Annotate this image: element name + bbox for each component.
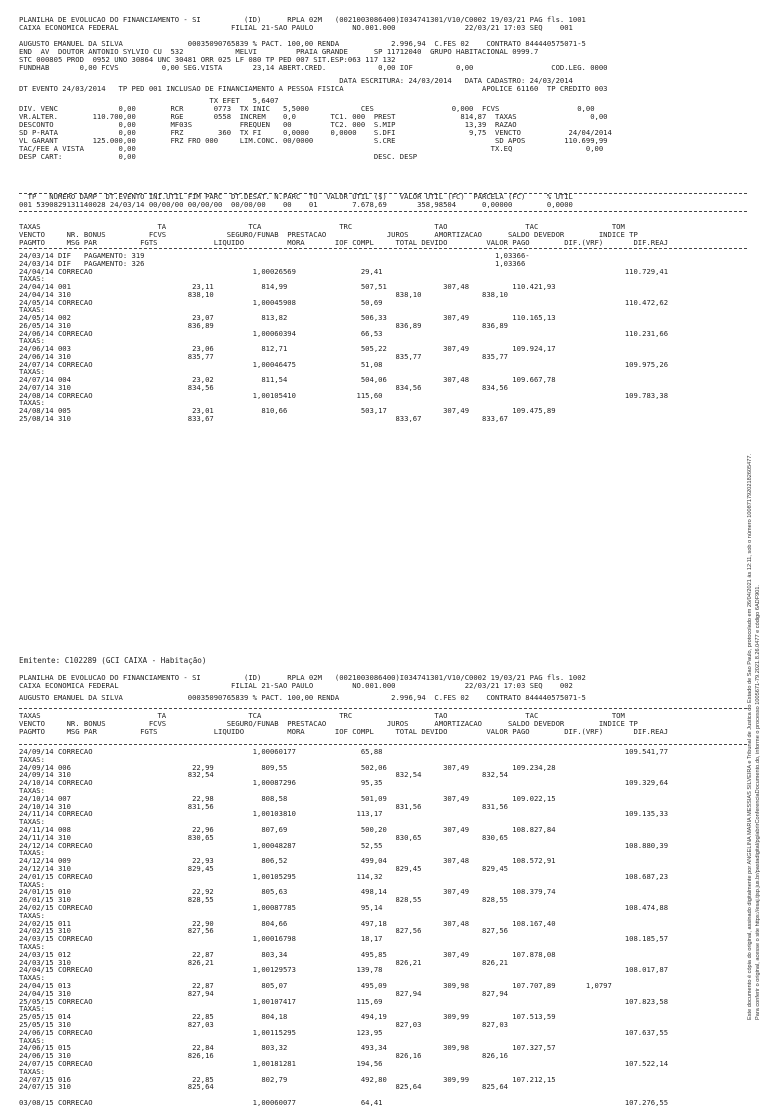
table-row: 24/06/14 CORRECAO 1,00060394 66,53 110.231,66 — [19, 328, 669, 338]
table-row: 24/03/15 CORRECAO 1,00016798 18,17 108.185,57 — [19, 934, 669, 944]
divider — [19, 193, 747, 194]
table-row: 24/06/15 310 826,16 826,16 826,16 — [19, 1051, 508, 1061]
table-row: 24/03/14 DIF PAGAMENTO: 326 1,03366 — [19, 258, 526, 268]
table-row: 24/08/14 CORRECAO 1,00105410 115,60 109.783,38 — [19, 390, 669, 400]
table-row: 26/01/15 310 828,55 828,55 828,55 — [19, 895, 508, 905]
table-row: 24/04/14 001 23,11 814,99 507,51 307,48 110.421,93 — [19, 282, 556, 291]
dates-line: DT EVENTO 24/03/2014 TP PED 001 INCLUSAO DE FINANCIAMENTO A PESSOA FISICA APOLICE 61160 TP CREDITO 003 — [19, 84, 608, 93]
value-line: VL GARANT 125.000,00 FRZ FRO 000 LIM.CONC. 00/0000 S.CRE SD APOS 110.699,99 — [19, 136, 608, 145]
header-line: PLANILHA DE EVOLUCAO DO FINANCIAMENTO - SI (ID) RPLA 02M (0021003086400)I034741301/V10/C0002 19/03/21 PAG fls. 1002 — [19, 673, 586, 682]
table-row: TAXAS: — [19, 336, 45, 346]
signature-watermark: Para conferir o original, acesse o site https://esaj.tjsp.jus.br/pastadigital/pg/abrirConferenciaDocumento.do, informe o processo 1005671-79.2021.8.26.0477 e código 6ADF901. — [755, 584, 761, 1020]
damp-line: 001 5390829131140028 24/03/14 00/00/00 00/00/00 00/00/00 00 01 7.678,69 358,98504 0,00000 0,0000 — [19, 200, 573, 209]
table-row: 24/11/14 310 830,65 830,65 830,65 — [19, 832, 508, 842]
table-row: TAXAS: — [19, 1004, 45, 1014]
table-row: 24/04/15 310 827,94 827,94 827,94 — [19, 988, 508, 998]
column-header-line: VENCTO NR. BONUS FCVS SEGURO/FUNAB PRESTACAO JUROS AMORTIZACAO SALDO DEVEDOR INDICE TP — [19, 230, 638, 239]
table-row: 24/04/14 310 838,10 838,10 838,10 — [19, 289, 508, 299]
table-row: TAXAS: — [19, 942, 45, 951]
table-row: 24/01/15 010 22,92 805,63 498,14 307,49 108.379,74 — [19, 887, 556, 897]
table-row: 24/03/14 DIF PAGAMENTO: 319 1,03366- — [19, 251, 530, 260]
table-row: 25/08/14 310 833,67 833,67 833,67 — [19, 413, 508, 423]
table-row: 24/07/15 CORRECAO 1,00181281 194,56 107.522,14 — [19, 1059, 669, 1068]
divider — [19, 248, 747, 249]
table-row: TAXAS: — [19, 367, 45, 377]
table-row: TAXAS: — [19, 398, 45, 408]
table-row: 24/09/14 310 832,54 832,54 832,54 — [19, 770, 508, 780]
table-row: 24/09/14 006 22,99 809,55 502,06 307,49 109.234,28 — [19, 762, 556, 772]
table-row: TAXAS: — [19, 910, 45, 920]
table-row: 24/03/15 012 22,87 803,34 495,85 307,49 107.878,08 — [19, 949, 556, 959]
table-row: TAXAS: — [19, 754, 45, 764]
table-row: 25/05/15 014 22,85 804,18 494,19 309,99 107.513,59 — [19, 1012, 556, 1022]
value-line: DIV. VENC 0,00 RCR 0773 TX INIC 5,5000 CES 0,000 FCVS 0,00 — [19, 104, 595, 113]
divider — [19, 744, 747, 745]
table-row: 24/11/14 008 22,96 807,69 500,20 307,49 108.827,84 — [19, 825, 556, 834]
table-row: 24/06/14 310 835,77 835,77 835,77 — [19, 351, 508, 361]
contract-line: END AV DOUTOR ANTONIO SYLVIO CU 532 MELVI PRAIA GRANDE SP 11712040 GRUPO HABITACIONAL 0999.7 — [19, 47, 539, 56]
column-header-line: PAGMTO MSG PAR FGTS LIQUIDO MORA IOF COMPL TOTAL DEVIDO VALOR PAGO DIF.(VRF) DIF.REAJ — [19, 238, 669, 247]
table-row: TAXAS: — [19, 305, 45, 315]
table-row: 25/05/15 CORRECAO 1,00107417 115,69 107.823,58 — [19, 996, 669, 1006]
value-line: DESCONTO 0,00 MF03S FREQUEN 00 TC2. 000 S.MIP 13,39 RAZAO — [19, 120, 517, 129]
header-line: CAIXA ECONOMICA FEDERAL FILIAL 21-SAO PAULO NO.001.000 22/03/21 17:03 SEQ 002 — [19, 681, 573, 690]
table-row: 24/07/14 310 834,56 834,56 834,56 — [19, 382, 508, 392]
divider — [19, 211, 747, 212]
table-row: 24/02/15 CORRECAO 1,00087785 95,14 108.474,88 — [19, 903, 669, 912]
divider — [19, 708, 747, 709]
table-row: 24/04/15 CORRECAO 1,00129573 139,78 108.017,87 — [19, 965, 669, 975]
value-line: TAC/FEE A VISTA 0,00 TX.EQ 0,00 — [19, 144, 604, 153]
contract-line: AUGUSTO EMANUEL DA SILVA 00035090765839 % PACT. 100,00 RENDA 2.996,94 C.FES 02 CONTRATO 844440575071-5 — [19, 39, 586, 48]
contract-line: AUGUSTO EMANUEL DA SILVA 00035090765839 % PACT. 100,00 RENDA 2.996,94 C.FES 02 CONTRATO 844440575071-5 — [19, 693, 586, 702]
table-row: 24/06/15 015 22,84 803,32 493,34 309,98 107.327,57 — [19, 1043, 556, 1053]
table-row: 24/12/14 009 22,93 806,52 499,04 307,48 108.572,91 — [19, 856, 556, 866]
table-row: 24/06/15 CORRECAO 1,00115295 123,95 107.637,55 — [19, 1027, 669, 1037]
table-row: 24/03/15 310 826,21 826,21 826,21 — [19, 957, 508, 967]
table-row: TAXAS: — [19, 1066, 45, 1076]
value-line: SD P-RATA 0,00 FRZ 360 TX FI 0,0000 0,0000 S.DFI 9,75 VENCTO 24/04/2014 — [19, 128, 612, 137]
table-row: 24/04/15 013 22,87 805,07 495,09 309,98 107.707,89 1,0797 — [19, 981, 612, 990]
table-row: TAXAS: — [19, 274, 45, 284]
table-row: 24/07/14 004 23,02 811,54 504,06 307,48 109.667,78 — [19, 375, 556, 384]
table-row: TAXAS: — [19, 817, 45, 827]
value-line: VR.ALTER. 110.700,00 RGE 0558 INCREM 0,0 TC1. 000 PREST 814,87 TAXAS 0,00 — [19, 112, 608, 121]
emitente-line: Emitente: C102289 (GCI CAIXA - Habitação) — [19, 656, 207, 665]
signature-watermark: Este documento é cópia do original, assinado digitalmente por ANGELINA MARIA MESSIAS SILVEIRA e Tribunal de Justica do Estado de Sao Paulo, protocolado em 26/04/2021 às 12:11, sob o número 10087179202182605477. — [747, 453, 753, 1020]
column-header-line: PAGMTO MSG PAR FGTS LIQUIDO MORA IOF COMPL TOTAL DEVIDO VALOR PAGO DIF.(VRF) DIF.REAJ — [19, 727, 669, 736]
column-header-line: TAXAS TA TCA TRC TAO TAC TOM — [19, 711, 625, 720]
column-header-line: VENCTO NR. BONUS FCVS SEGURO/FUNAB PRESTACAO JUROS AMORTIZACAO SALDO DEVEDOR INDICE TP — [19, 719, 638, 728]
table-row: 24/01/15 CORRECAO 1,00105295 114,32 108.687,23 — [19, 871, 669, 881]
value-line: DESP CART: 0,00 DESC. DESP — [19, 152, 418, 161]
table-row: TAXAS: — [19, 1035, 45, 1045]
table-row: 24/12/14 CORRECAO 1,00048287 52,55 108.880,39 — [19, 840, 669, 850]
table-row: 24/10/14 007 22,98 808,58 501,09 307,49 109.022,15 — [19, 793, 556, 803]
table-row: 24/11/14 CORRECAO 1,00103810 113,17 109.135,33 — [19, 809, 669, 819]
table-row: TAXAS: — [19, 786, 45, 795]
table-row: 24/05/14 002 23,07 813,82 506,33 307,49 110.165,13 — [19, 313, 556, 322]
table-row: 24/06/14 003 23,06 812,71 505,22 307,49 109.924,17 — [19, 344, 556, 353]
table-row: 24/07/15 310 825,64 825,64 825,64 — [19, 1082, 508, 1092]
table-row: 24/09/14 CORRECAO 1,00060177 65,88 109.541,77 — [19, 747, 669, 756]
table-row: 25/05/15 310 827,03 827,03 827,03 — [19, 1020, 508, 1029]
table-row: 24/12/14 310 829,45 829,45 829,45 — [19, 864, 508, 873]
value-line: TX EFET 5,6407 — [19, 96, 279, 105]
table-row: 24/08/14 005 23,01 810,66 503,17 307,49 109.475,89 — [19, 406, 556, 415]
table-row: 24/05/14 CORRECAO 1,00045908 50,69 110.472,62 — [19, 297, 669, 307]
table-row: TAXAS: — [19, 848, 45, 858]
table-row: TAXAS: — [19, 879, 45, 889]
contract-line: STC 000805 PROD 0952 UNO 30864 UNC 30481 ORR 025 LF 080 TP PED 007 SIT.ESP:063 117 132 — [19, 55, 396, 64]
table-row: TAXAS: — [19, 973, 45, 983]
header-line: CAIXA ECONOMICA FEDERAL FILIAL 21-SAO PAULO NO.001.000 22/03/21 17:03 SEQ 001 — [19, 23, 573, 32]
contract-line: FUNDHAB 0,00 FCVS 0,00 SEG.VISTA 23,14 ABERT.CRED. 0,00 IOF 0,00 COD.LEG. 0000 — [19, 63, 608, 72]
table-row: 24/10/14 CORRECAO 1,00087296 95,35 109.329,64 — [19, 778, 669, 788]
column-header-line: TAXAS TA TCA TRC TAO TAC TOM — [19, 222, 625, 231]
table-row: 24/02/15 011 22,90 804,66 497,18 307,48 108.167,40 — [19, 918, 556, 928]
table-row: 24/02/15 310 827,56 827,56 827,56 — [19, 926, 508, 936]
table-row: 26/05/14 310 836,89 836,89 836,89 — [19, 320, 508, 330]
table-row: 24/07/14 CORRECAO 1,00046475 51,08 109.975,26 — [19, 359, 669, 369]
dates-line: DATA ESCRITURA: 24/03/2014 DATA CADASTRO: 24/03/2014 — [19, 76, 573, 85]
table-row: 24/07/15 016 22,85 802,79 492,80 309,99 107.212,15 — [19, 1074, 556, 1084]
damp-line: TP NUMERO DAMP DT.EVENTO INI.UTIL FIM PARC DT.DESAT. N.PARC TU VALOR UTIL ($) VALOR UTIL (FC) PARCELA (FC) % UTIL — [19, 192, 573, 201]
header-line: PLANILHA DE EVOLUCAO DO FINANCIAMENTO - SI (ID) RPLA 02M (0021003086400)I034741301/V10/C0002 19/03/21 PAG fls. 1001 — [19, 15, 586, 24]
table-row: 03/08/15 CORRECAO 1,00060077 64,41 107.276,55 — [19, 1098, 669, 1107]
table-row: 24/04/14 CORRECAO 1,00026569 29,41 110.729,41 — [19, 266, 669, 276]
table-row: 24/10/14 310 831,56 831,56 831,56 — [19, 801, 508, 811]
